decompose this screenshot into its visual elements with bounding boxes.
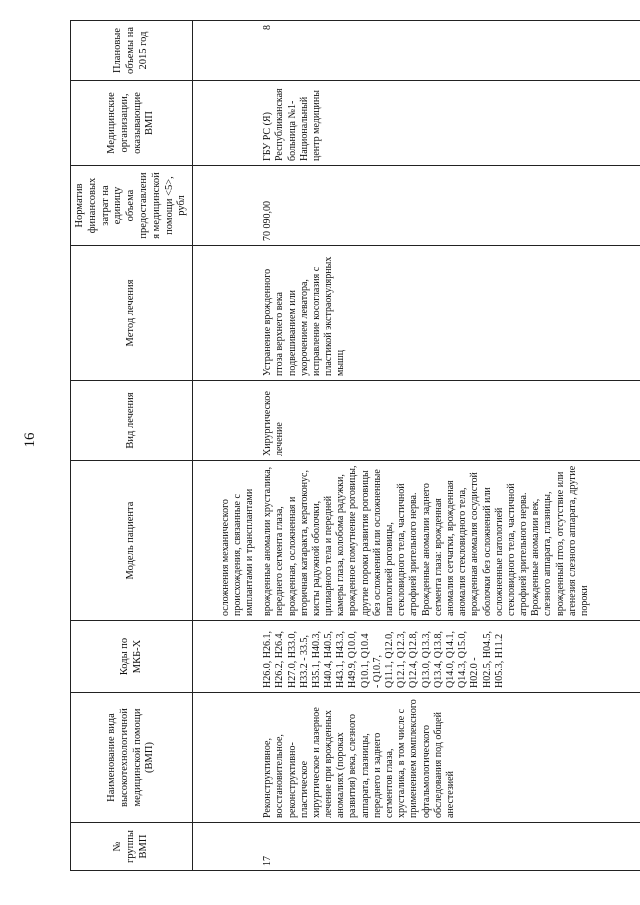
cell-patient-model: врожденные аномалии хрусталика, переднего сегмента глаза, врожденная, осложненная и вторичная катаракта, кератоконус, кисты радужной оболочки, цилиарного тела и передней камеры глаза, колобома радужки, врожденное помутнение роговицы, другие пороки развития роговицы без осложнений или осложненные патологией роговицы, стекловидного тела, частичной атрофией зрительного нерва. Врожденные аномалии заднего сегмента глаза: врожденная аномалия сетчатки, врожденная аномалия стекловидного тела, врожденная аномалия сосудистой оболочки без осложнений или осложненные патологией стекловидного тела, частичной атрофией зрительного нерва. Врожденные аномалии век, слезного аппарата, глазницы, врожденный птоз, отсутствие или агенезия слезного аппарата, другие пороки: [259, 461, 640, 621]
header-row: [71, 21, 193, 871]
rotated-table-container: [70, 21, 615, 871]
header-group-number: № группы ВМП: [71, 823, 193, 871]
continuation-text: осложнения механического происхождения, связанные с имплантами и трансплантами: [193, 461, 260, 621]
header-treatment-type: Вид лечения: [71, 381, 193, 461]
cell-organization: ГБУ РС (Я) Республиканская больница №1-Национальный центр медицины: [259, 81, 640, 166]
header-treatment-method: Метод лечения: [71, 246, 193, 381]
cell-treatment-type: Хирургическое лечение: [259, 381, 640, 461]
page-number: 16: [22, 432, 38, 448]
header-patient-model: Модель пациента: [71, 461, 193, 621]
vmp-table: [70, 20, 640, 871]
cell-icd-codes: H26.0, H26.1, H26.2, H26.4, H27.0, H33.0, H33.2 - 33.5, H35.1, H40.3, H40.4, H40.5, H43.1, H43.3, H49.9, Q10.0, Q10.1, Q10.4 - Q10.7, Q11.1, Q12.0, Q12.1, Q12.3, Q12.4, Q12.8, Q13.0, Q13.3, Q13.4, Q13.8, Q14.0, Q14.1, Q14.3, Q15.0, H02.0 - H02.5, H04.5, H05.3, H11.2: [259, 621, 640, 693]
table-row: [259, 21, 640, 871]
cell-treatment-method: Устранение врожденного птоза верхнего века подвешиванием или укорочением леватора, исправление косоглазия с пластикой экстраокулярных мышц: [259, 246, 640, 381]
header-icd-codes: Коды по МКБ-Х: [71, 621, 193, 693]
header-planned-volume: Плановые объемы на 2015 год: [71, 21, 193, 81]
cell-cost: 70 090,00: [259, 166, 640, 246]
cell-vmp-name: Реконструктивное, восстановительное, реконструктивно-пластическое хирургическое и лазерное лечение при врожденных аномалиях (пороках развития) века, слезного аппарата, глазницы, переднего и заднего сегментов глаза, хрусталика, в том числе с применением комплексного офтальмологического обследования под общей анестезией: [259, 693, 640, 823]
cell-volume: 8: [259, 21, 640, 81]
header-cost-norm: Норматив финансовых затрат на единицу объема предоставления медицинской помощи <5>, рубл: [71, 166, 193, 246]
header-organizations: Медицинские организации, оказывающие ВМП: [71, 81, 193, 166]
header-vmp-name: Наименование вида высокотехнологичной медицинской помощи (ВМП): [71, 693, 193, 823]
continuation-row: [193, 21, 260, 871]
cell-group-number: 17: [259, 823, 640, 871]
